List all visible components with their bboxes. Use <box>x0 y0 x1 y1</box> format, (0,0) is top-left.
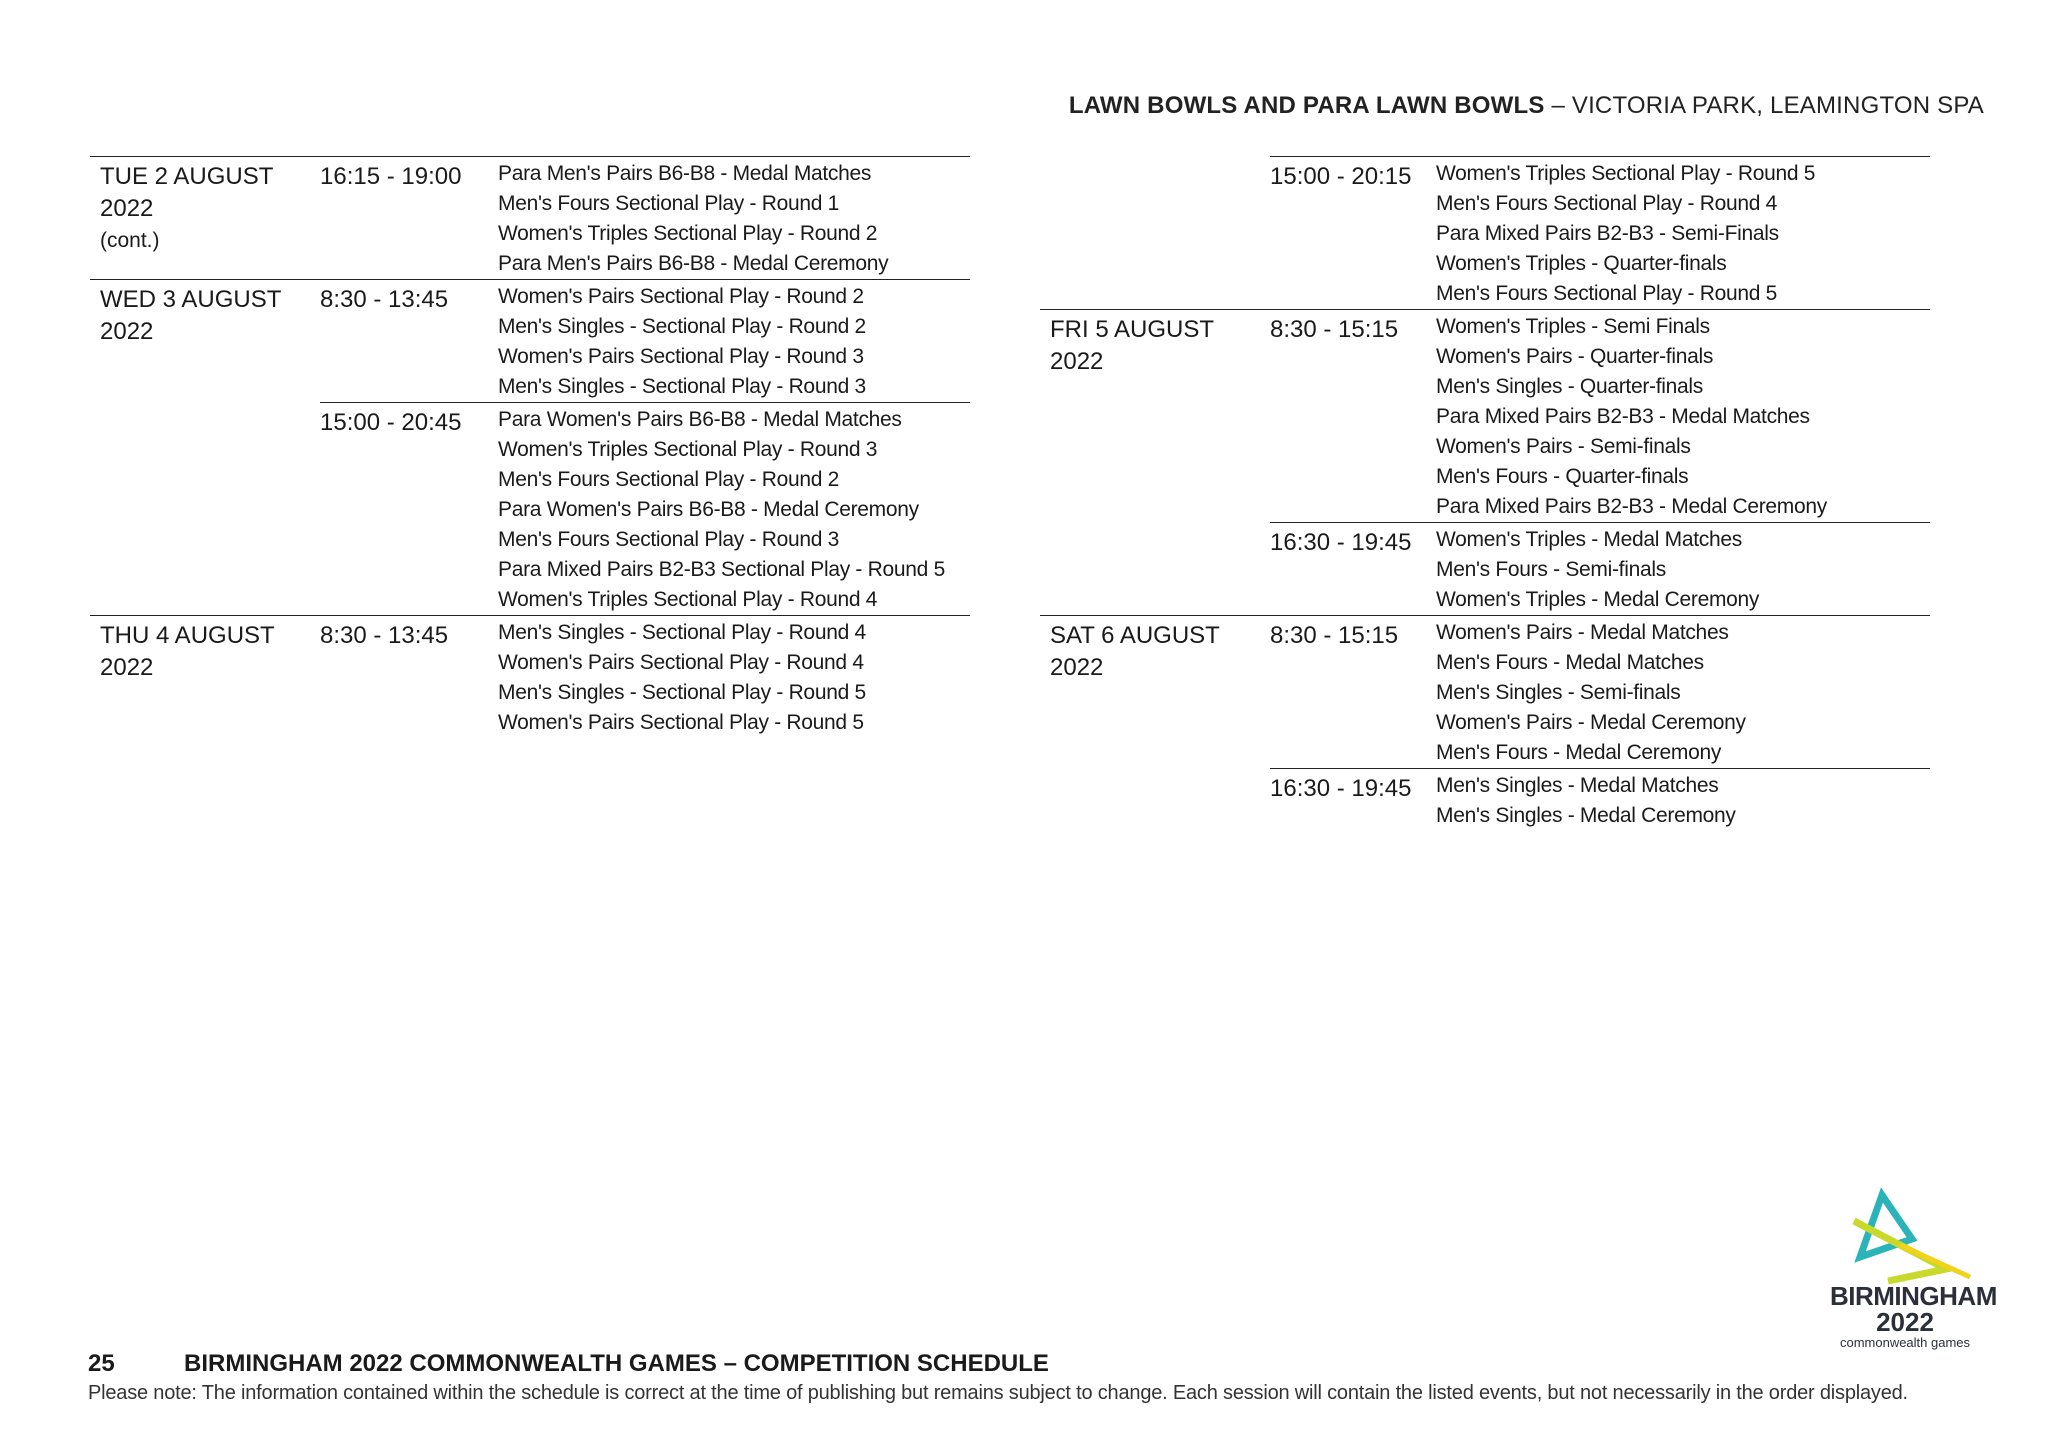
logo-city-text: BIRMINGHAM <box>1830 1281 1997 1311</box>
event-item: Men's Singles - Sectional Play - Round 5 <box>498 681 866 704</box>
event-item: Women's Triples - Semi Finals <box>1436 315 1710 338</box>
session-time: 8:30 - 13:45 <box>320 622 449 649</box>
day-date: TUE 2 AUGUST 2022 <box>100 163 273 222</box>
session-events <box>498 403 970 615</box>
schedule-day <box>90 615 970 738</box>
day-date: THU 4 AUGUST 2022 <box>100 622 275 681</box>
schedule-day <box>90 156 970 279</box>
day-label <box>1050 314 1265 378</box>
session <box>320 402 970 615</box>
event-item: Men's Fours - Medal Matches <box>1436 651 1704 674</box>
event-item: Para Women's Pairs B6-B8 - Medal Matches <box>498 408 902 431</box>
schedule-day <box>90 279 970 615</box>
schedule-day <box>1040 156 1930 309</box>
session <box>320 157 970 279</box>
session-events <box>498 280 970 402</box>
event-item: Women's Pairs - Medal Ceremony <box>1436 711 1746 734</box>
session-time: 15:00 - 20:45 <box>320 409 462 436</box>
session-time: 8:30 - 15:15 <box>1270 316 1399 343</box>
event-item: Men's Fours Sectional Play - Round 1 <box>498 192 840 215</box>
venue-title: – VICTORIA PARK, LEAMINGTON SPA <box>1544 92 1984 119</box>
session-time: 8:30 - 13:45 <box>320 286 449 313</box>
event-item: Women's Pairs Sectional Play - Round 2 <box>498 285 864 308</box>
footer-disclaimer: Please note: The information contained within the schedule is correct at the time of publishing but remains subject to change. Each session will contain the listed events, but not necessarily in the order displayed. <box>88 1382 1908 1404</box>
schedule-day <box>1040 309 1930 615</box>
event-item: Para Men's Pairs B6-B8 - Medal Matches <box>498 162 872 185</box>
event-item: Para Mixed Pairs B2-B3 - Semi-Finals <box>1436 222 1779 245</box>
session-events <box>1436 523 1930 615</box>
event-item: Men's Singles - Sectional Play - Round 3 <box>498 375 866 398</box>
schedule-left-column <box>90 156 970 738</box>
day-continued-note: (cont.) <box>100 229 160 252</box>
session-events <box>498 616 970 738</box>
session-events <box>1436 157 1930 309</box>
event-item: Men's Fours Sectional Play - Round 4 <box>1436 192 1778 215</box>
event-item: Men's Fours Sectional Play - Round 3 <box>498 528 840 551</box>
session-time: 16:30 - 19:45 <box>1270 529 1412 556</box>
event-item: Men's Singles - Medal Ceremony <box>1436 804 1736 827</box>
event-item: Men's Singles - Quarter-finals <box>1436 375 1703 398</box>
event-item: Men's Fours - Medal Ceremony <box>1436 741 1722 764</box>
schedule-day <box>1040 615 1930 831</box>
day-label <box>100 620 315 684</box>
day-date: SAT 6 AUGUST 2022 <box>1050 622 1220 681</box>
birmingham-2022-logo <box>1830 1185 1997 1365</box>
session-events <box>1436 769 1930 831</box>
event-item: Men's Fours - Quarter-finals <box>1436 465 1689 488</box>
page-header <box>1069 92 1984 120</box>
session-time: 16:15 - 19:00 <box>320 163 462 190</box>
event-item: Women's Triples - Medal Matches <box>1436 528 1742 551</box>
event-item: Men's Singles - Medal Matches <box>1436 774 1719 797</box>
event-item: Women's Triples Sectional Play - Round 2 <box>498 222 878 245</box>
event-item: Women's Pairs Sectional Play - Round 3 <box>498 345 864 368</box>
sport-title: LAWN BOWLS AND PARA LAWN BOWLS <box>1068 92 1545 119</box>
day-label <box>1050 620 1265 684</box>
session-events <box>1436 616 1930 768</box>
event-item: Men's Singles - Semi-finals <box>1436 681 1681 704</box>
day-label <box>100 161 315 257</box>
session <box>1270 522 1930 615</box>
event-item: Men's Fours Sectional Play - Round 2 <box>498 468 840 491</box>
day-date: FRI 5 AUGUST 2022 <box>1050 316 1214 375</box>
session-events <box>1436 310 1930 522</box>
event-item: Para Mixed Pairs B2-B3 - Medal Matches <box>1436 405 1810 428</box>
session <box>1270 616 1930 768</box>
logo-mark-icon <box>1830 1185 1980 1285</box>
event-item: Men's Singles - Sectional Play - Round 2 <box>498 315 866 338</box>
logo-year-text: 2022 <box>1876 1307 1934 1337</box>
session-time: 15:00 - 20:15 <box>1270 163 1412 190</box>
event-item: Women's Pairs Sectional Play - Round 4 <box>498 651 864 674</box>
event-item: Women's Pairs - Medal Matches <box>1436 621 1729 644</box>
footer-title <box>88 1350 1049 1378</box>
session <box>1270 156 1930 309</box>
page-number: 25 <box>88 1350 115 1377</box>
event-item: Women's Pairs - Quarter-finals <box>1436 345 1714 368</box>
day-label <box>100 284 315 348</box>
session-events <box>498 157 970 279</box>
event-item: Women's Triples Sectional Play - Round 4 <box>498 588 878 611</box>
event-item: Women's Triples Sectional Play - Round 5 <box>1436 162 1816 185</box>
event-item: Women's Triples - Quarter-finals <box>1436 252 1727 275</box>
event-item: Para Men's Pairs B6-B8 - Medal Ceremony <box>498 252 889 275</box>
session <box>1270 310 1930 522</box>
event-item: Para Women's Pairs B6-B8 - Medal Ceremony <box>498 498 919 521</box>
event-item: Men's Singles - Sectional Play - Round 4 <box>498 621 866 644</box>
event-item: Men's Fours Sectional Play - Round 5 <box>1436 282 1778 305</box>
event-item: Women's Pairs - Semi-finals <box>1436 435 1691 458</box>
day-date: WED 3 AUGUST 2022 <box>100 286 281 345</box>
session-time: 8:30 - 15:15 <box>1270 622 1399 649</box>
session <box>320 616 970 738</box>
event-item: Women's Triples Sectional Play - Round 3 <box>498 438 878 461</box>
event-item: Men's Fours - Semi-finals <box>1436 558 1666 581</box>
document-title: BIRMINGHAM 2022 COMMONWEALTH GAMES – COMPETITION SCHEDULE <box>184 1350 1049 1377</box>
session-time: 16:30 - 19:45 <box>1270 775 1412 802</box>
session <box>1270 768 1930 831</box>
schedule-right-column <box>1040 156 1930 831</box>
event-item: Para Mixed Pairs B2-B3 - Medal Ceremony <box>1436 495 1827 518</box>
session <box>320 280 970 402</box>
event-item: Women's Triples - Medal Ceremony <box>1436 588 1760 611</box>
event-item: Para Mixed Pairs B2-B3 Sectional Play - Round 5 <box>498 558 945 581</box>
logo-tagline-text: commonwealth games <box>1839 1335 1971 1350</box>
event-item: Women's Pairs Sectional Play - Round 5 <box>498 711 864 734</box>
